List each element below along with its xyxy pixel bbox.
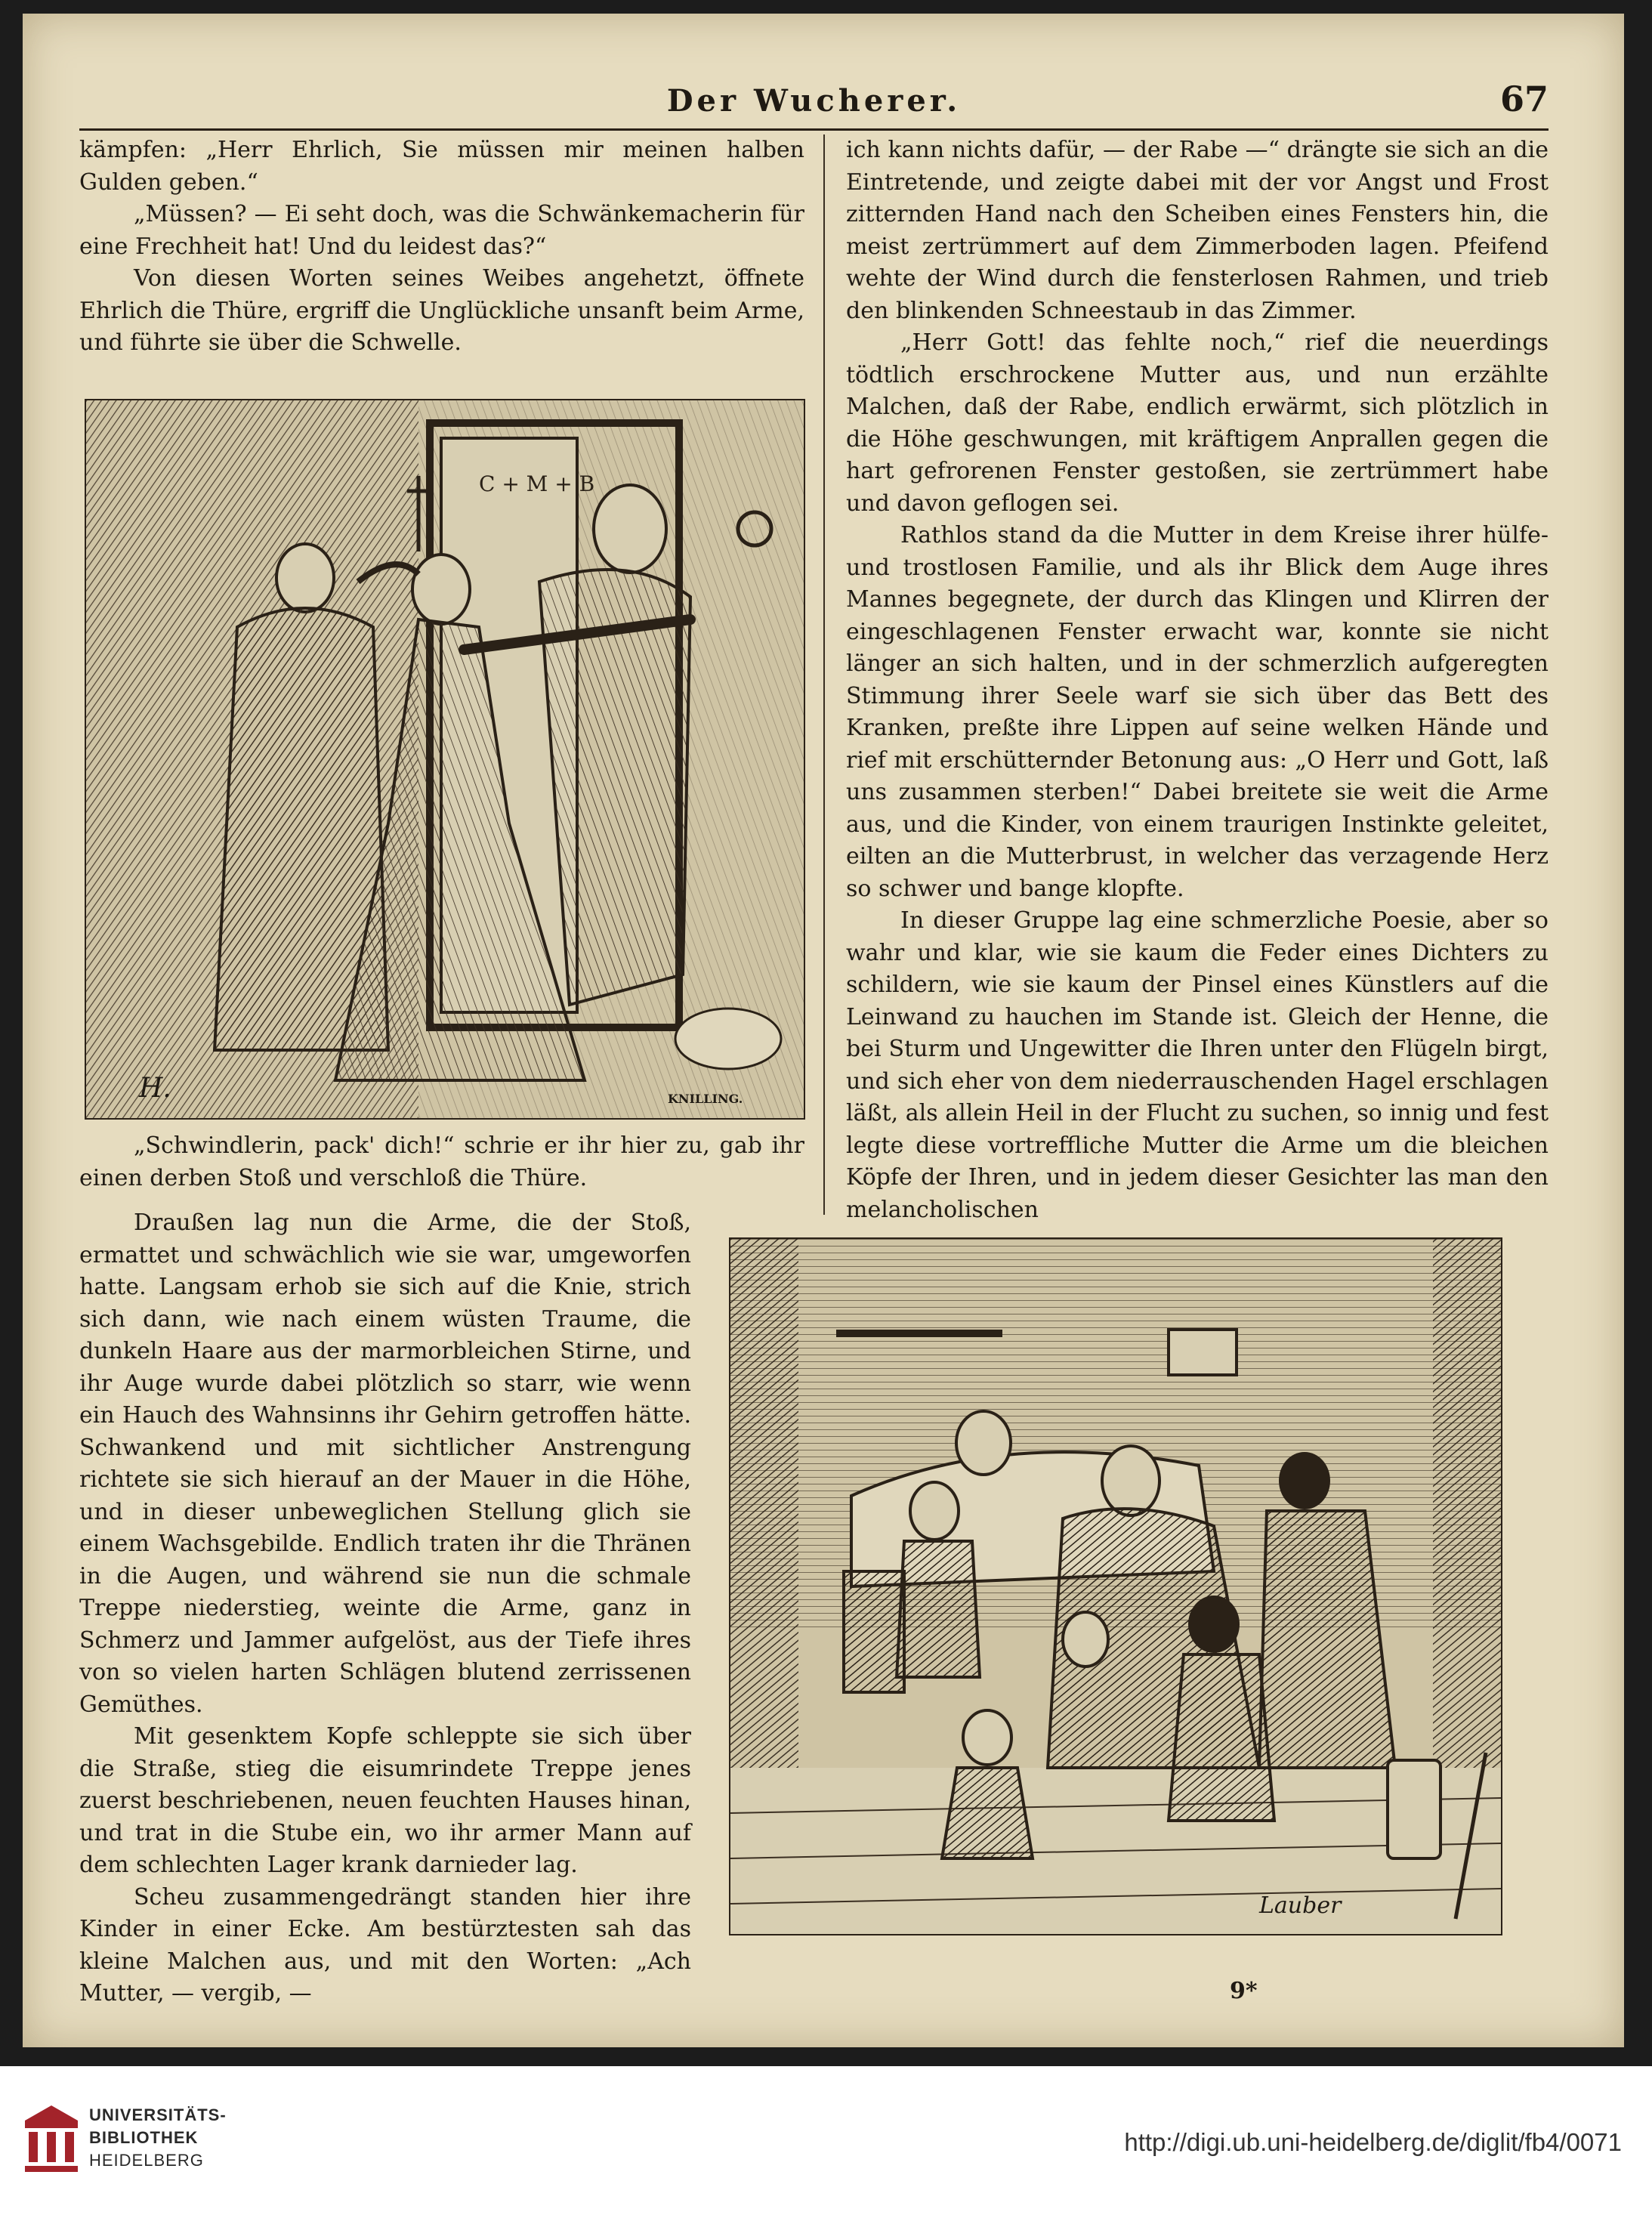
running-head xyxy=(79,76,1549,131)
paragraph: „Müssen? — Ei seht doch, was die Schwänkemacherin für eine Frechheit hat! Und du leidest das?“ xyxy=(79,201,804,260)
library-logo-icon xyxy=(21,2105,82,2173)
column-rule xyxy=(823,134,825,1215)
signature-mark: 9* xyxy=(1230,1978,1258,2004)
paragraph: „Herr Gott! das fehlte noch,“ rief die neuerdings tödtlich erschrockene Mutter aus, und nun erzählte Malchen, daß der Rabe, endlich erwärmt, sich plötzlich in die Höhe geschwungen, mit kräftigem Anprallen gegen die hart gefrorenen Fenster gestoßen, sie zertrümmert habe und davon geflogen sei. xyxy=(846,329,1549,517)
engraver-signature: KNILLING. xyxy=(668,1092,743,1106)
institution-line: UNIVERSITÄTS- xyxy=(89,2105,227,2124)
door-inscription: C + M + B xyxy=(479,471,595,496)
left-column-lower xyxy=(79,1207,691,2010)
paragraph: Rathlos stand da die Mutter in dem Kreise ihrer hülfe- und trostlosen Familie, und als ihr Blick dem Auge ihres Mannes begegnete, der durch das Klingen und Klirren der eingeschlagenen Fenster erwacht war, konnte sie nicht länger an sich halten, und in der schmerzlich aufgeregten Stimmung ihrer Seele warf sie sich über das Bett des Kranken, preßte ihre Lippen auf seine welken Hände und rief mit erschütternder Betonung aus: „O Herr und Gott, laß uns zusammen sterben!“ Dabei breitete sie weit die Arme aus, und die Kinder, von einem traurigen Instinkte geleitet, eilten an die Mutterbrust, in welcher das verzagende Herz so schwer und bange klopfte. xyxy=(846,522,1549,902)
left-column-bottom xyxy=(79,1130,804,1194)
paragraph: Draußen lag nun die Arme, die der Stoß, ermattet und schwächlich wie sie war, umgeworfen hatte. Langsam erhob sie sich auf die Knie, strich sich dann, wie nach einem wüsten Traume, die dunkeln Haare aus der marmorbleichen Stirne, und ihr Auge wurde dabei plötzlich so starr, wie wenn ein Hauch des Wahnsinns ihr Gehirn getroffen hätte. Schwankend und mit sichtlicher Anstrengung richtete sie sich hierauf an der Mauer in die Höhe, und in dieser unbeweglichen Stellung glich sie einem Wachsgebilde. Endlich traten ihr die Thränen in die Augen, und während sie nun die schmale Treppe niederstieg, weinte die Arme, ganz in Schmerz und Jammer aufgelöst, aus der Tiefe ihres von so vielen harten Schlägen blutend zerrissenen Gemüthes. xyxy=(79,1209,691,1718)
paragraph: Mit gesenktem Kopfe schleppte sie sich über die Straße, stieg die eisumrindete Treppe jenes zuerst beschriebenen, neuen feuchten Hauses hinan, und trat in die Stube ein, wo ihr armer Mann auf dem schlechten Lager krank darnieder lag. xyxy=(79,1723,691,1878)
illustration-doorway-scene xyxy=(85,399,805,1120)
paragraph: In dieser Gruppe lag eine schmerzliche Poesie, aber so wahr und klar, wie sie kaum die Feder eines Dichters zu schildern, wie sie kaum der Pinsel eines Künstlers auf die Leinwand zu hauchen im Stande ist. Gleich der Henne, die bei Sturm und Ungewitter die Ihren unter den Flügeln birgt, und sich eher von dem niederrauschenden Hagel erschlagen läßt, als allein Heil in der Flucht zu suchen, so innig und fest legte diese vortreffliche Mutter die Arme um die bleichen Köpfe der Ihren, und in jedem dieser Gesichter las man den melancholischen xyxy=(846,907,1549,1223)
institution-name xyxy=(89,2104,227,2172)
paragraph: „Schwindlerin, pack' dich!“ schrie er ihr hier zu, gab ihr einen derben Stoß und verschloß die Thüre. xyxy=(79,1132,804,1191)
page-number: 67 xyxy=(1499,79,1549,119)
institution-line: BIBLIOTHEK xyxy=(89,2128,199,2147)
paragraph: Scheu zusammengedrängt standen hier ihre Kinder in einer Ecke. Am bestürztesten sah das kleine Malchen aus, und mit den Worten: „Ach Mutter, — vergib, — xyxy=(79,1883,691,2006)
library-footer xyxy=(0,2066,1652,2215)
paragraph: ich kann nichts dafür, — der Rabe —“ drängte sie sich an die Eintretende, und zeigte dabei mit der vor Angst und Frost zitternden Hand nach den Scheiben eines Fensters hin, die meist zertrümmert auf dem Zimmerboden lagen. Pfeifend wehte der Wind durch die fensterlosen Rahmen, und trieb den blinkenden Schneestaub in das Zimmer. xyxy=(846,137,1549,324)
institution-line: HEIDELBERG xyxy=(89,2151,204,2170)
running-title: Der Wucherer. xyxy=(666,83,962,119)
right-column xyxy=(846,134,1549,1226)
illustration-family-scene xyxy=(729,1237,1502,1935)
source-url[interactable]: http://digi.ub.uni-heidelberg.de/diglit/fb4/0071 xyxy=(1124,2128,1622,2156)
monogram-signature: H. xyxy=(139,1073,171,1104)
doorway-engraving xyxy=(86,400,804,1118)
family-engraving xyxy=(730,1239,1501,1934)
book-page xyxy=(23,14,1624,2047)
paragraph: Von diesen Worten seines Weibes angehetzt, öffnete Ehrlich die Thüre, ergriff die Unglückliche unsanft beim Arme, und führte sie über die Schwelle. xyxy=(79,265,804,356)
artist-signature: Lauber xyxy=(1259,1892,1342,1919)
left-column-top xyxy=(79,134,804,360)
paragraph: kämpfen: „Herr Ehrlich, Sie müssen mir meinen halben Gulden geben.“ xyxy=(79,137,804,196)
